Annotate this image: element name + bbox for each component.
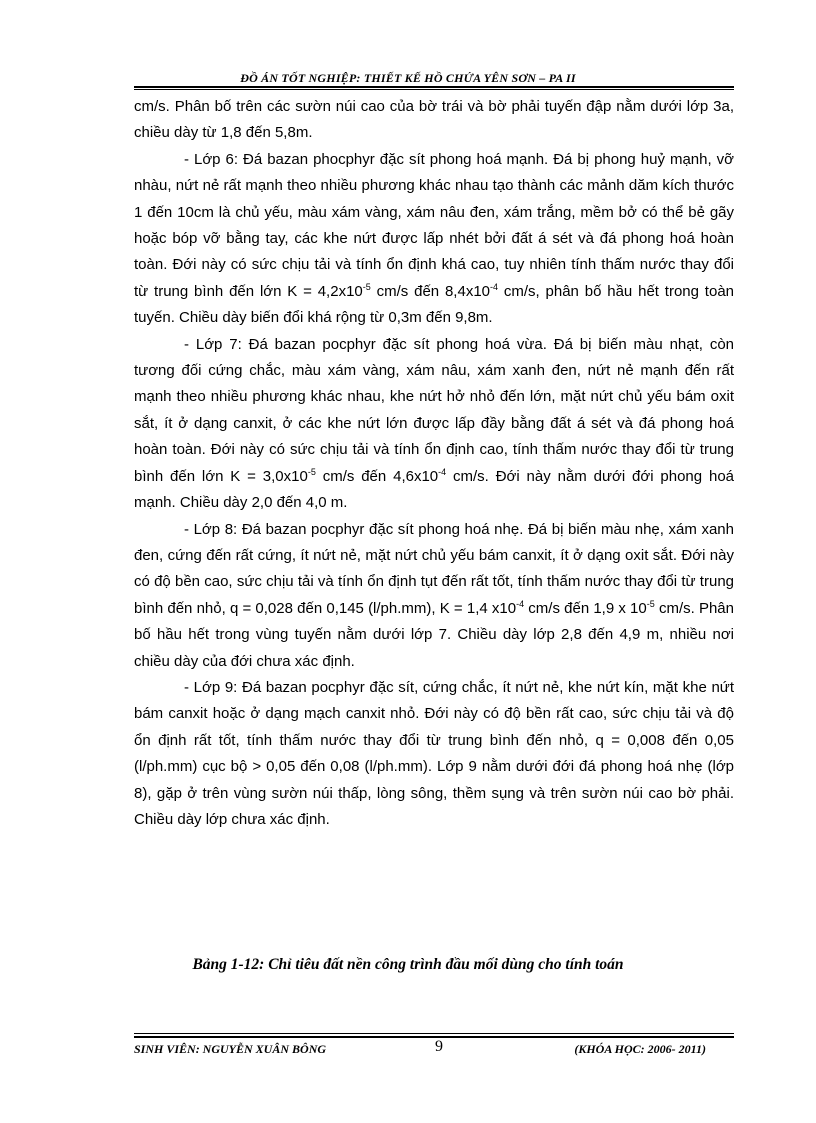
exponent: -4 [516, 598, 525, 609]
page-number: 9 [435, 1038, 443, 1055]
paragraph-layer-7 [134, 332, 734, 517]
text-run: - Lớp 8: Đá bazan pocphyr đặc sít phong hoá nhẹ. Đá bị biến màu nhẹ, xám xanh đen, cứng đến rất cứng, ít nứt nẻ, mặt nứt chủ yếu bám canxit, ít ở dạng oxit sắt. Đới này có độ bền cao, sức chịu tải và tính ổn định tụt đến rất tốt, tính thấm nước thay đổi từ trung bình đến nhỏ, q = 0,028 đến 0,145 (l/ph.mm), K = 1,4 x10 [134, 520, 734, 617]
page-footer [134, 1040, 734, 1060]
header-rule-thin [134, 89, 734, 90]
text-run: cm/s. Phân bố hầu hết trong vùng tuyến nằm dưới lớp 7. Chiều dày lớp 2,8 đến 4,9 m, nhiều nơi chiều dày của đới chưa xác định. [134, 599, 734, 670]
page-header-title: ĐỒ ÁN TỐT NGHIỆP: THIẾT KẾ HỒ CHỨA YÊN SƠN – PA II [240, 71, 576, 85]
exponent: -4 [438, 466, 447, 477]
footer-rule-thin [134, 1033, 734, 1034]
paragraph-continuation: cm/s. Phân bố trên các sườn núi cao của bờ trái và bờ phải tuyến đập nằm dưới lớp 3a, chiều dày từ 1,8 đến 5,8m. [134, 98, 734, 142]
header-rule-thick [134, 86, 734, 88]
footer-course: (KHÓA HỌC: 2006- 2011) [574, 1042, 706, 1056]
exponent: -5 [362, 281, 371, 292]
exponent: -4 [490, 281, 499, 292]
body-text [134, 94, 734, 833]
paragraph-layer-6 [134, 147, 734, 332]
text-run: - Lớp 6: Đá bazan phocphyr đặc sít phong hoá mạnh. Đá bị phong huỷ mạnh, vỡ nhàu, nứt nẻ rất mạnh theo nhiều phương khác nhau tạo thành các mảnh dăm kích thước 1 đến 10cm là chủ yếu, màu xám vàng, xám nâu đen, xám trắng, mềm bở có thể bẻ gãy hoặc bóp vỡ bằng tay, các khe nứt được lấp nhét bởi đất á sét và đá phong hoá hoàn toàn. Đới này có sức chịu tải và tính ổn định khá cao, tuy nhiên tính thấm nước thay đổi từ trung bình đến lớn K = 4,2x10 [134, 150, 734, 300]
table-caption: Bảng 1-12: Chỉ tiêu đất nền công trình đầu mối dùng cho tính toán [192, 956, 624, 973]
paragraph-layer-8 [134, 517, 734, 675]
exponent: -5 [646, 598, 655, 609]
text-run: cm/s đến 8,4x10 [370, 282, 491, 300]
text-run: cm/s, phân bố hầu hết trong toàn tuyến. Chiều dày biến đổi khá rộng từ 0,3m đến 9,8m. [134, 282, 735, 327]
text-run: cm/s đến 1,9 x 10 [524, 599, 647, 617]
footer-student-name: SINH VIÊN: NGUYỄN XUÂN BÔNG [134, 1042, 327, 1056]
paragraph-layer-9: - Lớp 9: Đá bazan pocphyr đặc sít, cứng chắc, ít nứt nẻ, khe nứt kín, mặt khe nứt bám canxit hoặc ở dạng mạch canxit nhỏ. Đới này có độ bền rất cao, sức chịu tải và độ ổn định rất tốt, tính thấm nước thay đổi từ trung bình đến nhỏ, q = 0,008 đến 0,05 (l/ph.mm) cục bộ > 0,05 đến 0,08 (l/ph.mm). Lớp 9 nằm dưới đới đá phong hoá nhẹ (lớp 8), gặp ở trên vùng sườn núi thấp, lòng sông, thềm sụng và trên sườn núi cao bờ phải. Chiều dày lớp chưa xác định. [134, 678, 734, 828]
exponent: -5 [307, 466, 316, 477]
text-run: cm/s. Đới này nằm dưới đới phong hoá mạnh. Chiều dày 2,0 đến 4,0 m. [134, 467, 735, 512]
text-run: cm/s đến 4,6x10 [315, 467, 439, 485]
text-run: - Lớp 7: Đá bazan pocphyr đặc sít phong hoá vừa. Đá bị biến màu nhạt, còn tương đối cứng chắc, màu xám vàng, xám nâu, xám xanh đen, nứt nẻ mạnh đến rất mạnh theo nhiều phương khác nhau, khe nứt hở nhỏ đến lớn, mặt nứt chủ yếu bám oxit sắt, ít ở dạng canxit, ở các khe nứt lớn được lấp đầy bằng đất á sét và đá phong hoá hoàn toàn. Đới này có sức chịu tải và tính ổn định cao, tính thấm nước thay đổi từ trung bình đến lớn K = 3,0x10 [134, 335, 734, 485]
